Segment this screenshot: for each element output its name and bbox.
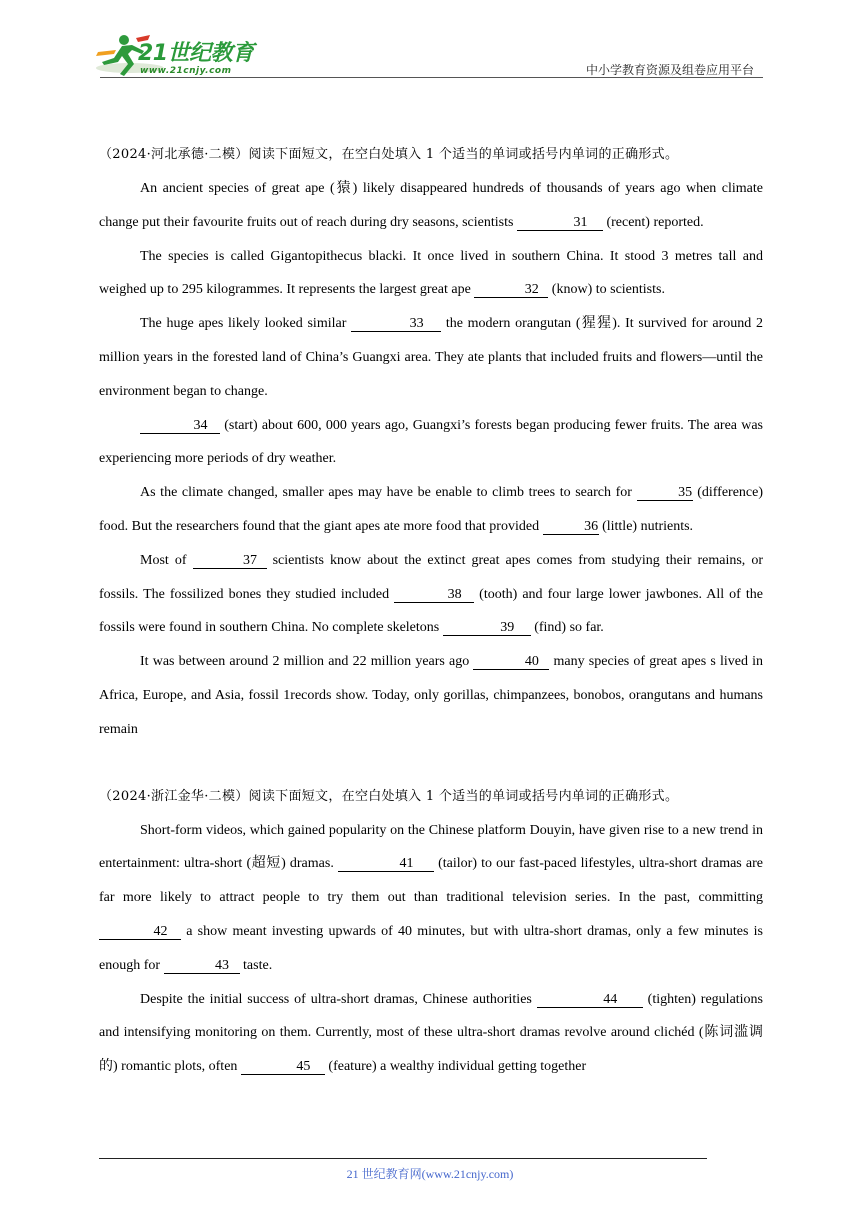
blank-35[interactable]: 35 [637,485,693,501]
text: (start) about 600, 000 years ago, Guangxi’s forests began producing fewer fruits. The area was experiencing more periods of dry weather. [99,417,763,467]
text: The huge apes likely looked similar [140,316,352,332]
paragraph [99,409,763,477]
platform-label: 中小学教育资源及组卷应用平台 [585,63,754,77]
blank-43[interactable]: 43 [164,958,240,974]
paragraph [99,172,763,240]
document-body [99,138,763,1084]
text: scientists know about the extinct great apes comes from studying their remains, or fossils. The fossilized bones they studied included [99,552,763,602]
paragraph [99,240,763,308]
text: (tighten) regulations and intensifying monitoring on them. Currently, most of these ultra-short dramas revolve around clichéd (陈词滥调的) romantic plots, often [99,991,764,1075]
text: taste. [239,957,273,973]
text: As the climate changed, smaller apes may have be enable to climb trees to search for [140,485,637,501]
blank-31[interactable]: 31 [517,215,603,231]
text: (tailor) to our fast-paced lifestyles, ultra-short dramas are far more likely to attract people to try them out than traditional television series. In the past, committing [99,856,763,906]
blank-42[interactable]: 42 [99,924,181,940]
logo-text: 21世纪教育 [138,41,254,66]
text: An ancient species of great ape (猿) likely disappeared hundreds of thousands of years ago when climate change put their favourite fruits out of reach during dry seasons, scientists [99,181,763,230]
text: (find) so far. [530,620,604,636]
section-2-title: （2024·浙江金华·二模）阅读下面短文，在空白处填入 1 个适当的单词或括号内单词的正确形式。 [99,788,679,804]
footer-link[interactable]: 21 世纪教育网(www.21cnjy.com) [346,1167,514,1181]
text: many species of great apes s lived in Africa, Europe, and Asia, fossil 1records show. Today, only gorillas, chimpanzees, bonobos, orangutans and humans remain [99,654,763,737]
page-header [0,0,860,90]
paragraph [99,645,763,746]
text: (little) nutrients. [598,518,694,534]
text: Short-form videos, which gained popularity on the Chinese platform Douyin, have given rise to a new trend in entertainment: ultra-short (超短) dramas. [99,822,763,872]
paragraph [99,476,763,544]
header-divider [100,77,763,78]
paragraph [99,544,763,645]
blank-45[interactable]: 45 [241,1059,325,1075]
blank-34[interactable]: 34 [140,418,220,434]
text: (recent) reported. [602,214,704,230]
paragraph [99,983,763,1084]
blank-44[interactable]: 44 [537,992,643,1008]
text: (difference) food. But the researchers found that the giant apes ate more food that provided [99,485,763,534]
blank-37[interactable]: 37 [193,553,267,569]
text: (feature) a wealthy individual getting together [324,1059,587,1075]
footer-divider [99,1158,707,1159]
text: Most of [140,552,193,568]
text: the modern orangutan (猩猩). It survived for around 2 million years in the forested land of China’s Guangxi area. They ate plants that included fruits and flowers—until the environment began to change. [99,316,763,399]
logo [92,32,262,82]
section-gap [99,747,763,780]
blank-33[interactable]: 33 [351,316,441,332]
section-1-title: （2024·河北承德·二模）阅读下面短文，在空白处填入 1 个适当的单词或括号内单词的正确形式。 [99,147,679,162]
logo-url: www.21cnjy.com [140,66,232,76]
blank-39[interactable]: 39 [443,620,531,636]
blank-36[interactable]: 36 [543,519,599,535]
text: It was between around 2 million and 22 million years ago [140,654,474,670]
paragraph [99,814,763,983]
text: (tooth) and four large lower jawbones. All of the fossils were found in southern China. No complete skeletons [99,586,763,636]
blank-38[interactable]: 38 [394,587,474,603]
blank-40[interactable]: 40 [473,654,549,670]
text: a show meant investing upwards of 40 minutes, but with ultra-short dramas, only a few minutes is enough for [99,923,763,973]
blank-32[interactable]: 32 [474,282,548,298]
text: The species is called Gigantopithecus blacki. It once lived in southern China. It stood 3 metres tall and weighed up to 295 kilogrammes. It represents the largest great ape [99,248,763,298]
text: (know) to scientists. [548,282,665,298]
paragraph [99,307,763,408]
blank-41[interactable]: 41 [338,856,434,872]
text: Despite the initial success of ultra-short dramas, Chinese authorities [140,991,537,1007]
